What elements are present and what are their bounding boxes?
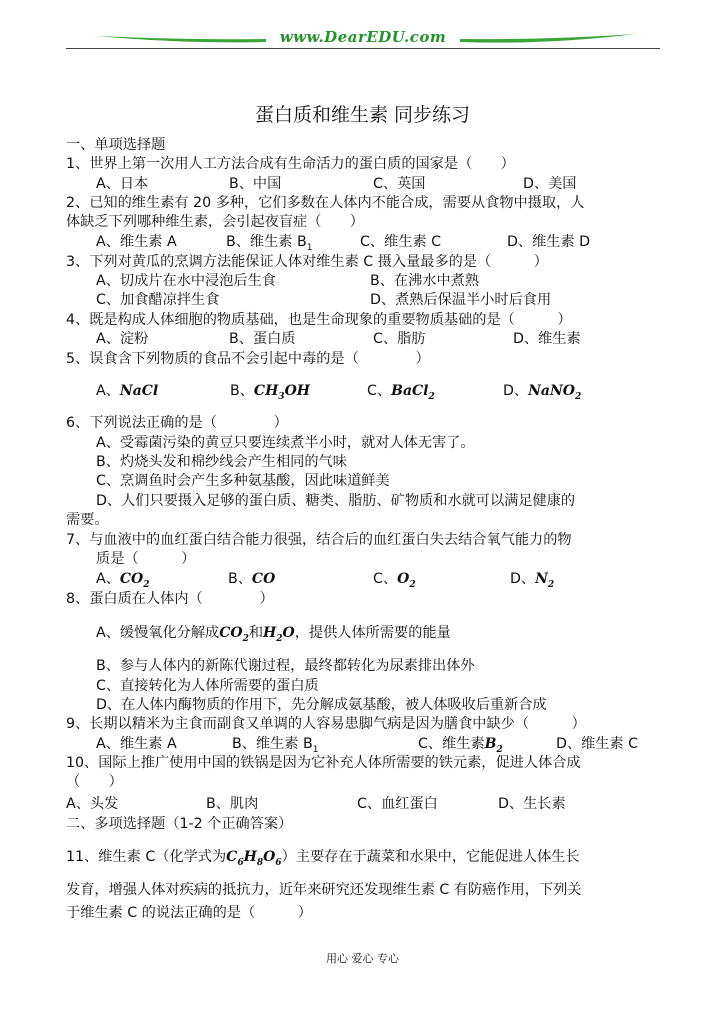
q2-option-b: B、维生素 $B_1$ bbox=[226, 234, 313, 253]
q9-option-a: A、维生素 A bbox=[96, 736, 177, 752]
q9-option-c: C、维生素$B_2$ bbox=[418, 736, 503, 755]
q4-option-c: C、脂肪 bbox=[373, 331, 426, 347]
q6-option-a: A、受霉菌污染的黄豆只要连续煮半小时，就对人体无害了。 bbox=[96, 435, 475, 451]
q6-option-c: C、烹调鱼时会产生多种氨基酸，因此味道鲜美 bbox=[96, 473, 390, 489]
question-1: 1、世界上第一次用人工方法合成有生命活力的蛋白质的国家是（ ） bbox=[66, 156, 515, 172]
question-7-line-1: 7、与血液中的血红蛋白结合能力很强，结合后的血红蛋白失去结合氧气能力的物 bbox=[66, 532, 572, 548]
q5-option-c: C、BaCl$_2$ bbox=[367, 383, 435, 402]
q3-option-b: B、在沸水中煮熟 bbox=[370, 273, 480, 289]
q1-option-a: A、日本 bbox=[96, 176, 149, 192]
question-11-line-1: 11、维生素 C（化学式为$C_6H_8O_6$）主要存在于蔬菜和水果中，它能促进人体生长 bbox=[66, 849, 580, 868]
q9-option-b: B、维生素 $B_1$ bbox=[232, 736, 319, 755]
section-heading: 一、单项选择题 bbox=[66, 137, 166, 153]
question-4: 4、既是构成人体细胞的物质基础，也是生命现象的重要物质基础的是（ ） bbox=[66, 312, 572, 328]
q7-option-b: B、CO bbox=[228, 571, 276, 587]
q2-option-c: C、维生素 C bbox=[360, 234, 442, 250]
q6-option-b: B、灼烧头发和棉纱线会产生相同的气味 bbox=[96, 454, 347, 470]
question-11-line-3: 于维生素 C 的说法正确的是（ ） bbox=[66, 905, 312, 921]
section-heading-2: 二、多项选择题（1-2 个正确答案） bbox=[66, 816, 293, 832]
question-2-line-1: 2、已知的维生素有 20 多种，它们多数在人体内不能合成，需要从食物中摄取，人 bbox=[66, 195, 585, 211]
q4-option-a: A、淀粉 bbox=[96, 331, 149, 347]
q6-option-d-line-1: D、人们只要摄入足够的蛋白质、糖类、脂肪、矿物质和水就可以满足健康的 bbox=[96, 493, 576, 509]
q3-option-d: D、煮熟后保温半小时后食用 bbox=[370, 292, 552, 308]
q8-option-b: B、参与人体内的新陈代谢过程，最终都转化为尿素排出体外 bbox=[96, 658, 475, 674]
q1-option-b: B、中国 bbox=[229, 176, 282, 192]
q2-option-a: A、维生素 A bbox=[96, 234, 177, 250]
q8-option-d: D、在人体内酶物质的作用下，先分解成氨基酸，被人体吸收后重新合成 bbox=[96, 697, 547, 713]
question-10-line-2: （ ） bbox=[66, 774, 123, 790]
q5-option-b: B、$CH_3OH$ bbox=[230, 383, 310, 402]
q7-option-d: D、$N_2$ bbox=[510, 571, 555, 590]
q2-option-d: D、维生素 D bbox=[507, 234, 591, 250]
page-title: 蛋白质和维生素 同步练习 bbox=[254, 104, 471, 126]
q9-option-d: D、维生素 C bbox=[556, 736, 639, 752]
question-3: 3、下列对黄瓜的烹调方法能保证人体对维生素 C 摄入量最多的是（ ） bbox=[66, 254, 548, 270]
q8-option-c: C、直接转化为人体所需要的蛋白质 bbox=[96, 678, 319, 694]
question-8: 8、蛋白质在人体内（ ） bbox=[66, 591, 274, 607]
question-11-line-2: 发育，增强人体对疾病的抵抗力，近年来研究还发现维生素 C 有防癌作用，下列关 bbox=[66, 882, 582, 898]
q3-option-a: A、切成片在水中浸泡后生食 bbox=[96, 273, 276, 289]
question-9: 9、长期以精米为主食而副食又单调的人容易患脚气病是因为膳食中缺少（ ） bbox=[66, 716, 586, 732]
q4-option-b: B、蛋白质 bbox=[229, 331, 296, 347]
q10-option-b: B、肌肉 bbox=[206, 796, 259, 812]
q3-option-c: C、加食醋凉拌生食 bbox=[96, 292, 220, 308]
question-6: 6、下列说法正确的是（ ） bbox=[66, 415, 288, 431]
q7-option-c: C、$O_2$ bbox=[373, 571, 416, 590]
q5-option-a: A、NaCl bbox=[96, 383, 159, 399]
question-5: 5、误食含下列物质的食品不会引起中毒的是（ ） bbox=[66, 351, 430, 367]
site-header bbox=[66, 26, 660, 54]
q4-option-d: D、维生素 bbox=[513, 331, 581, 347]
q7-option-a: A、$CO_2$ bbox=[96, 571, 150, 590]
question-10-line-1: 10、国际上推广使用中国的铁锅是因为它补充人体所需要的铁元素，促进人体合成 bbox=[66, 755, 581, 771]
q1-option-c: C、英国 bbox=[373, 176, 426, 192]
q10-option-a: A、头发 bbox=[66, 796, 119, 812]
q10-option-c: C、血红蛋白 bbox=[357, 796, 438, 812]
question-2-line-2: 体缺乏下列哪种维生素，会引起夜盲症（ ） bbox=[66, 214, 364, 230]
q5-option-d: D、NaNO$_2$ bbox=[503, 383, 582, 402]
site-logo-text: www.DearEDU.com bbox=[279, 28, 447, 46]
q1-option-d: D、美国 bbox=[523, 176, 577, 192]
header-rule bbox=[66, 48, 660, 49]
page-footer: 用心 爱心 专心 bbox=[326, 952, 399, 965]
q8-option-a: A、缓慢氧化分解成$CO_2$和$H_2O$，提供人体所需要的能量 bbox=[96, 625, 451, 644]
q6-option-d-line-2: 需要。 bbox=[66, 512, 109, 528]
q10-option-d: D、生长素 bbox=[498, 796, 566, 812]
question-7-line-2: 质是（ ） bbox=[96, 551, 196, 567]
